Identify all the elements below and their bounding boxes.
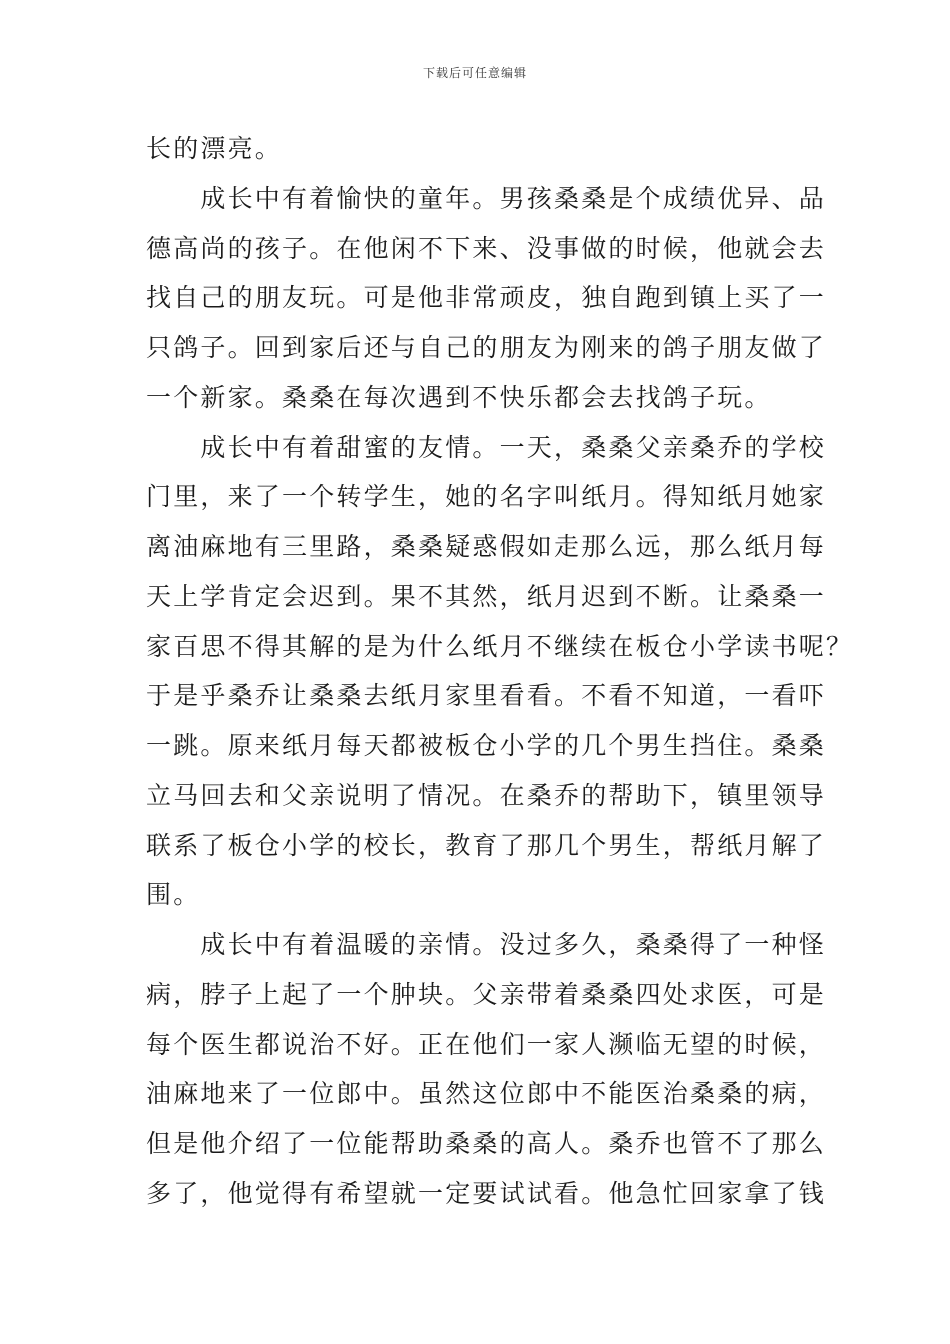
text-line: 一个新家。桑桑在每次遇到不快乐都会去找鸽子玩。 [146, 383, 772, 412]
text-line: 天上学肯定会迟到。果不其然，纸月迟到不断。让桑桑一 [146, 582, 827, 611]
text-line: 病，脖子上起了一个肿块。父亲带着桑桑四处求医，可是 [146, 980, 827, 1009]
text-line: 围。 [146, 880, 201, 909]
text-line: 成长中有着愉快的童年。男孩桑桑是个成绩优异、品 [146, 184, 827, 213]
text-line: 立马回去和父亲说明了情况。在桑乔的帮助下，镇里领导 [146, 781, 827, 810]
text-line: 但是他介绍了一位能帮助桑桑的高人。桑乔也管不了那么 [146, 1129, 827, 1158]
text-line: 长的漂亮。 [146, 134, 283, 163]
text-line: 成长中有着温暖的亲情。没过多久，桑桑得了一种怪 [146, 930, 827, 959]
text-line: 联系了板仓小学的校长，教育了那几个男生，帮纸月解了 [146, 831, 827, 860]
page-header: 下载后可任意编辑 [422, 66, 527, 80]
text-line: 德高尚的孩子。在他闲不下来、没事做的时候，他就会去 [146, 234, 827, 263]
text-line: 门里，来了一个转学生，她的名字叫纸月。得知纸月她家 [146, 482, 827, 511]
text-line: 油麻地来了一位郎中。虽然这位郎中不能医治桑桑的病， [146, 1079, 827, 1108]
text-line: 只鸽子。回到家后还与自己的朋友为刚来的鸽子朋友做了 [146, 333, 827, 362]
text-line: 一跳。原来纸月每天都被板仓小学的几个男生挡住。桑桑 [146, 731, 827, 760]
text-line: 多了，他觉得有希望就一定要试试看。他急忙回家拿了钱 [146, 1179, 827, 1208]
text-line: 离油麻地有三里路，桑桑疑惑假如走那么远，那么纸月每 [146, 532, 827, 561]
text-line: 每个医生都说治不好。正在他们一家人濒临无望的时候， [146, 1030, 827, 1059]
text-line: 家百思不得其解的是为什么纸月不继续在板仓小学读书呢？ [146, 632, 854, 661]
text-line: 成长中有着甜蜜的友情。一天，桑桑父亲桑乔的学校 [146, 433, 827, 462]
text-line: 找自己的朋友玩。可是他非常顽皮，独自跑到镇上买了一 [146, 283, 827, 312]
text-line: 于是乎桑乔让桑桑去纸月家里看看。不看不知道，一看吓 [146, 681, 827, 710]
